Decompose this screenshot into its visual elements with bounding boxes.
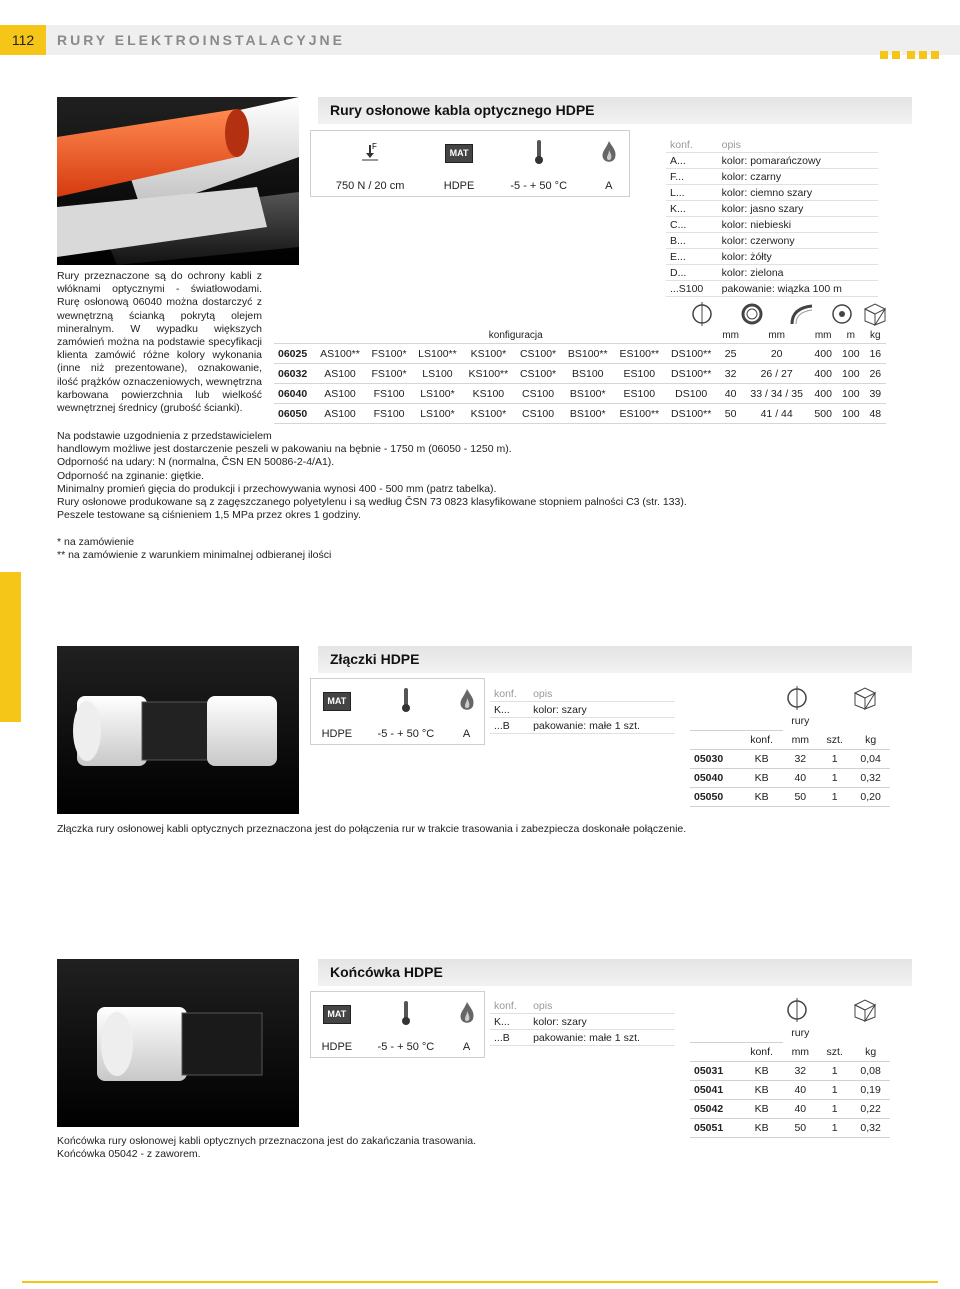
chapter-title: RURY ELEKTROINSTALACYJNE <box>57 32 345 48</box>
konf-row: K... kolor: jasno szary <box>666 201 878 217</box>
kg-header: kg <box>851 731 890 750</box>
konf-row: ...B pakowanie: małe 1 szt. <box>490 1030 675 1046</box>
unit-header: mm <box>717 328 744 344</box>
section-title-zlaczki: Złączki HDPE <box>318 646 912 673</box>
table-row: 05030 KB 32 1 0,04 <box>690 750 890 769</box>
footnote: * na zamówienie <box>57 536 135 548</box>
product-photo-zlaczka <box>57 646 299 814</box>
flame-icon <box>449 679 484 724</box>
konfiguracja-header: konfiguracja <box>314 328 717 344</box>
note-line: Na podstawie uzgodnienia z przedstawicielem <box>57 430 272 442</box>
thermometer-icon <box>363 679 449 724</box>
opis-header: opis <box>718 137 878 153</box>
wall-diameter-icon <box>740 302 764 329</box>
page-number: 112 <box>0 25 46 55</box>
spec-class: A <box>462 727 471 740</box>
section-title-rury: Rury osłonowe kabla optycznego HDPE <box>318 97 912 124</box>
note-line: Rury osłonowe produkowane są z zagęszczanego polyetylenu i są według ČSN 73 0823 klasyfikowane stopniem palności C3 (str. 133). <box>57 496 687 509</box>
konf-row: B... kolor: czerwony <box>666 233 878 249</box>
mat-icon: MAT <box>311 679 363 724</box>
table-row: 06050 AS100 FS100 LS100* KS100* CS100 BS100* ES100** DS100** 50 41 / 44 500 100 48 <box>274 404 886 424</box>
deco-squares <box>880 51 940 61</box>
spec-class: A <box>462 1040 471 1053</box>
length-icon <box>830 302 854 329</box>
konf-header: konf. <box>490 686 529 702</box>
konf-row: ...S100 pakowanie: wiązka 100 m <box>666 281 878 297</box>
desc-line: Końcówka rury osłonowej kabli optycznych przeznaczona jest do zakańczania trasowania. <box>57 1135 477 1147</box>
thermometer-icon <box>363 992 449 1037</box>
bend-radius-icon <box>790 302 814 329</box>
spec-box-koncowka <box>310 991 485 1058</box>
spec-box-zlaczki <box>310 678 485 745</box>
note-line: Odporność na zginanie: giętkie. <box>57 469 205 482</box>
rury-header: rury <box>791 715 810 728</box>
konf-row: ...B pakowanie: małe 1 szt. <box>490 718 675 734</box>
konf-table-rury <box>666 137 878 297</box>
package-icon <box>852 998 878 1025</box>
konf-table-koncowka <box>490 998 675 1046</box>
konf-row: K... kolor: szary <box>490 1014 675 1030</box>
footnote: ** na zamówienie z warunkiem minimalnej odbieranej ilości <box>57 549 332 562</box>
table-icon-row <box>690 302 890 326</box>
table-row: 05040 KB 40 1 0,32 <box>690 769 890 788</box>
koncowka-description <box>57 1135 937 1161</box>
spec-material: HDPE <box>443 179 475 192</box>
konf-row: K... kolor: szary <box>490 702 675 718</box>
notes-block <box>57 430 937 522</box>
footnotes <box>57 536 557 562</box>
spec-temperature: -5 - + 50 °C <box>377 1040 435 1053</box>
side-description: Rury przeznaczone są do ochrony kabli z włóknami optycznymi - światłowodami. Rurę osłonową 06040 można dostarczyć z wewnętrzną ścianką pokrytą olejem mineralnym. W wypadku większych zamówień można na podstawie specyfikacji klienta zamówić różne kolory wykonania (inne niż prezentowane), oznakowanie, ilość prążków oznaczeniowych, wewnętrzna karbowana powierzchnia lub wielkość wewnętrznej średnicy (grubość ścianki). <box>57 270 262 415</box>
unit-header: mm <box>809 328 837 344</box>
note-line: handlowym możliwe jest dostarczenie peszeli w pakowaniu na bębnie - 1750 m (06050 - 1250 m). <box>57 443 512 456</box>
konf-header: konf. <box>490 998 529 1014</box>
thermometer-icon <box>489 131 589 176</box>
table-row: 05051 KB 50 1 0,32 <box>690 1119 890 1138</box>
konf-row: L... kolor: ciemno szary <box>666 185 878 201</box>
spec-pressure: 750 N / 20 cm <box>335 179 405 192</box>
table-row: 05031 KB 32 1 0,08 <box>690 1062 890 1081</box>
zlaczki-table <box>690 712 890 807</box>
konf-col-header: konf. <box>741 1043 783 1062</box>
spec-box-rury <box>310 130 630 197</box>
konf-row: A... kolor: pomarańczowy <box>666 153 878 169</box>
package-icon <box>852 686 878 713</box>
mat-icon: MAT <box>311 992 363 1037</box>
koncowka-table <box>690 1024 890 1138</box>
force-icon <box>311 131 430 176</box>
table-row: 06040 AS100 FS100 LS100* KS100 CS100 BS100* ES100 DS100 40 33 / 34 / 35 400 100 39 <box>274 384 886 404</box>
page-header <box>0 0 960 78</box>
opis-header: opis <box>529 998 675 1014</box>
section-title-koncowka: Końcówka HDPE <box>318 959 912 986</box>
table-row: 05042 KB 40 1 0,22 <box>690 1100 890 1119</box>
mat-icon: MAT <box>429 131 489 176</box>
diameter-icon <box>785 998 809 1025</box>
product-photo-koncowka <box>57 959 299 1127</box>
svg-text:F: F <box>372 141 378 151</box>
package-icon <box>862 302 888 329</box>
unit-header: m <box>837 328 865 344</box>
spec-temperature: -5 - + 50 °C <box>377 727 435 740</box>
spec-class: A <box>605 179 613 192</box>
table-row: 06025 AS100** FS100* LS100** KS100* CS100* BS100** ES100** DS100** 25 20 400 100 16 <box>274 344 886 364</box>
side-accent-bar <box>0 572 21 722</box>
table-icon-row <box>780 686 890 710</box>
diameter-icon <box>785 686 809 713</box>
mm-header: mm <box>783 731 819 750</box>
konf-row: E... kolor: żółty <box>666 249 878 265</box>
table-row: 05041 KB 40 1 0,19 <box>690 1081 890 1100</box>
szt-header: szt. <box>818 731 851 750</box>
footer-line <box>22 1281 938 1283</box>
mm-header: mm <box>783 1043 819 1062</box>
table-row: 06032 AS100 FS100* LS100 KS100** CS100* BS100 ES100 DS100** 32 26 / 27 400 100 26 <box>274 364 886 384</box>
konf-row: F... kolor: czarny <box>666 169 878 185</box>
table-icon-row <box>780 998 890 1022</box>
unit-header: mm <box>744 328 809 344</box>
product-photo-tubes <box>57 97 299 265</box>
unit-header: kg <box>865 328 886 344</box>
szt-header: szt. <box>818 1043 851 1062</box>
konf-table-zlaczki <box>490 686 675 734</box>
spec-temperature: -5 - + 50 °C <box>510 179 568 192</box>
konf-row: D... kolor: zielona <box>666 265 878 281</box>
konf-row: C... kolor: niebieski <box>666 217 878 233</box>
opis-header: opis <box>529 686 675 702</box>
spec-material: HDPE <box>321 1040 353 1053</box>
kg-header: kg <box>851 1043 890 1062</box>
rury-header: rury <box>791 1027 810 1040</box>
config-table <box>274 328 886 424</box>
note-line: Peszele testowane są ciśnieniem 1,5 MPa przez okres 1 godziny. <box>57 509 361 522</box>
konf-header: konf. <box>666 137 718 153</box>
konf-col-header: konf. <box>741 731 783 750</box>
flame-icon <box>449 992 484 1037</box>
note-line: Odporność na udary: N (normalna, ČSN EN 50086-2-4/A1). <box>57 456 335 469</box>
note-line: Minimalny promień gięcia do produkcji i przechowywania wynosi 400 - 500 mm (patrz tabelka). <box>57 482 497 495</box>
zlaczki-description: Złączka rury osłonowej kabli optycznych przeznaczona jest do połączenia rur w trakcie trasowania i zabezpiecza doskonałe połączenie. <box>57 823 687 835</box>
diameter-icon <box>690 302 714 329</box>
desc-line: Końcówka 05042 - z zaworem. <box>57 1148 201 1161</box>
table-row: 05050 KB 50 1 0,20 <box>690 788 890 807</box>
spec-material: HDPE <box>321 727 353 740</box>
flame-icon <box>589 131 630 176</box>
